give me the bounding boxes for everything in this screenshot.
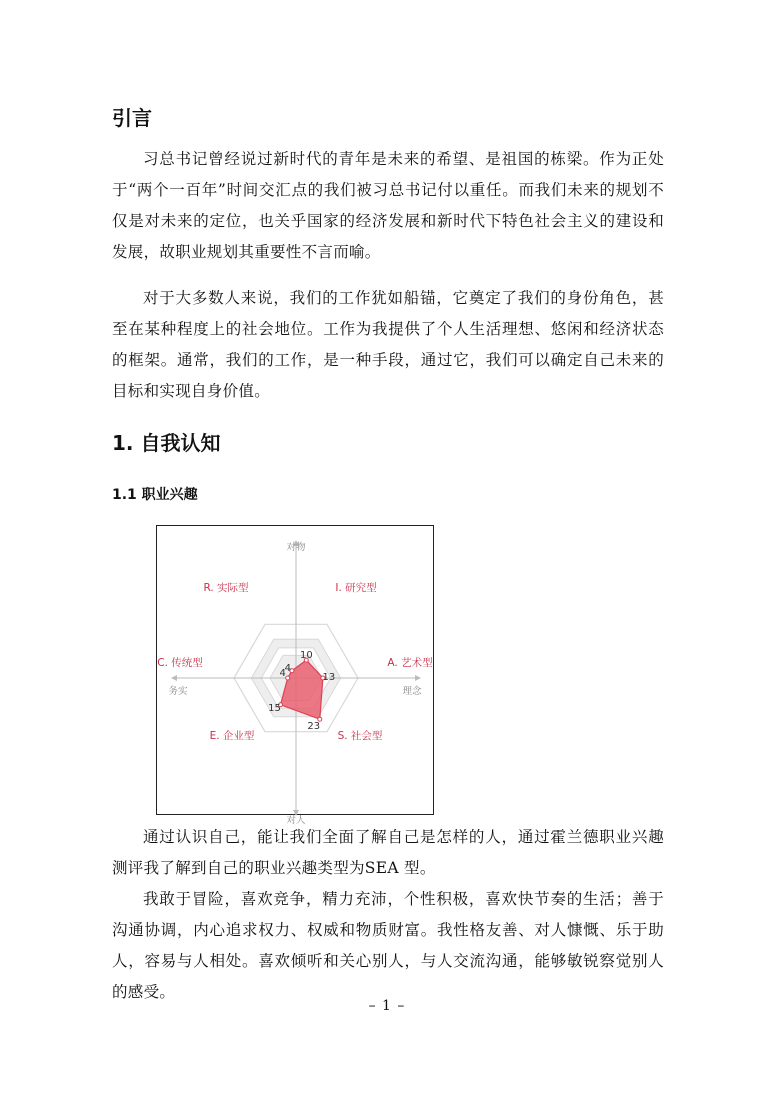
- paragraph-self-2: 我敢于冒险，喜欢竞争，精力充沛，个性积极，喜欢快节奏的生活；善于沟通协调，内心追求权力、权威和物质财富。我性格友善、对人慷慨、乐于助人，容易与人相处。喜欢倾听和关心别人，与人交流沟通，能够敏锐察觉别人的感受。: [112, 890, 664, 1001]
- paragraph-intro-1: 习总书记曾经说过新时代的青年是未来的希望、是祖国的栋梁。作为正处于“两个一百年”时间交汇点的我们被习总书记付以重任。而我们未来的规划不仅是对未来的定位，也关乎国家的经济发展和新时代下特色社会主义的建设和发展，故职业规划其重要性不言而喻。: [112, 150, 664, 261]
- heading-self-awareness: 1. 自我认知: [112, 431, 221, 455]
- radar-category-5: A. 艺术型: [387, 657, 433, 669]
- radar-value-label-3: 15: [268, 702, 281, 714]
- paragraph-intro-2: 对于大多数人来说，我们的工作犹如船锚，它奠定了我们的身份角色，甚至在某种程度上的社会地位。工作为我提供了个人生活理想、悠闲和经济状态的框架。通常，我们的工作，是一种手段，通过它，我们可以确定自己未来的目标和实现自身价值。: [112, 289, 664, 400]
- heading-career-interest: 1.1 职业兴趣: [112, 487, 198, 503]
- radar-value-label-6: 10: [299, 650, 313, 662]
- radar-category-4: S. 社会型: [337, 730, 383, 742]
- axis-label-left: 理念: [402, 686, 422, 697]
- radar-value-label-1: 4: [284, 662, 292, 674]
- page-number: – 1 –: [368, 998, 406, 1014]
- radar-value-label-5: 13: [322, 672, 336, 683]
- radar-category-2: C. 传统型: [157, 657, 203, 669]
- radar-category-1: R. 实际型: [203, 582, 249, 594]
- axis-label-right: 务实: [168, 686, 188, 697]
- radar-value-label-2: 4: [279, 668, 286, 679]
- radar-category-3: E. 企业型: [209, 730, 255, 742]
- heading-intro: 引言: [112, 106, 152, 130]
- radar-category-6: I. 研究型: [335, 582, 377, 594]
- paragraph-self-1: 通过认识自己，能让我们全面了解自己是怎样的人，通过霍兰德职业兴趣测评我了解到自己的职业兴趣类型为SEA 型。: [112, 828, 664, 877]
- radar-chart: [157, 526, 435, 826]
- radar-point-2: [286, 676, 290, 680]
- axis-label-bottom: 对人: [286, 815, 306, 826]
- radar-value-label-4: 23: [307, 721, 321, 733]
- axis-label-top: 对物: [286, 542, 306, 553]
- holland-radar-figure: [156, 525, 434, 826]
